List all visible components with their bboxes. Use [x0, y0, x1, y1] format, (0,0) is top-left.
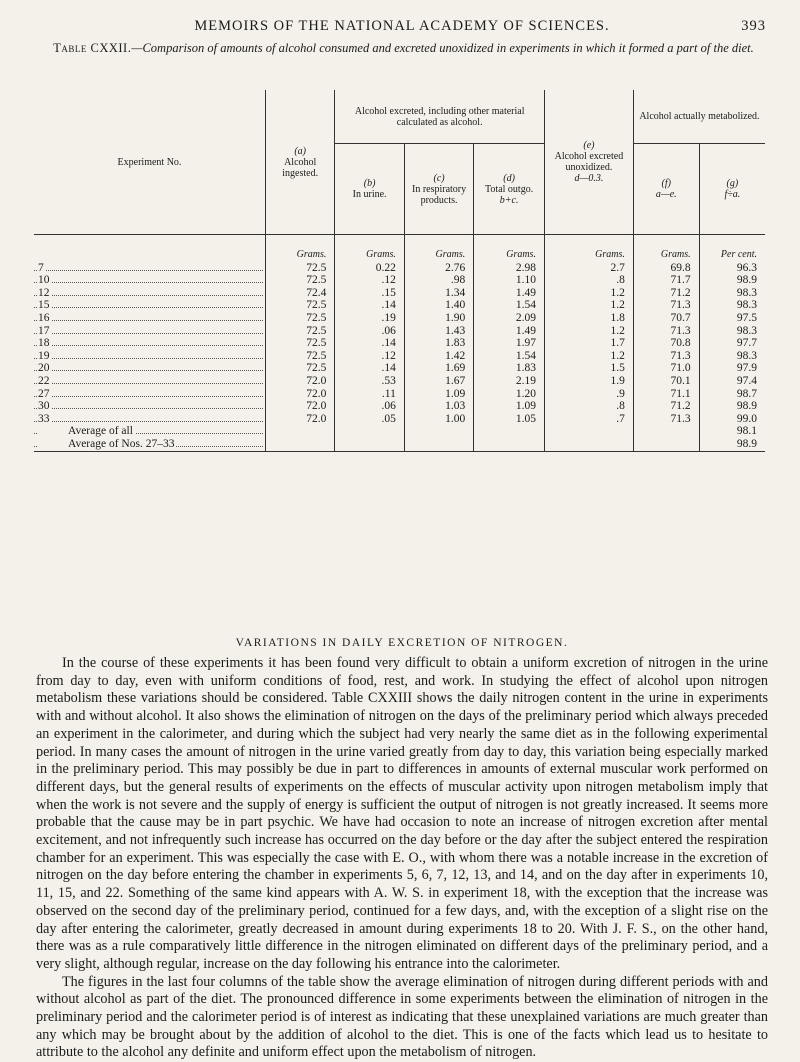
unit-a: Grams.	[265, 235, 334, 262]
experiment-number: 18	[38, 337, 50, 350]
unit-c: Grams.	[404, 235, 473, 262]
experiment-cell	[34, 388, 265, 401]
cell-e: 1.7	[544, 337, 633, 350]
header-metabolized-group: Alcohol actually metabolized.	[633, 90, 765, 144]
cell-f: 71.3	[633, 350, 699, 363]
header-f	[633, 144, 699, 235]
cell-g: 97.7	[699, 337, 765, 350]
cell-c: .98	[404, 274, 473, 287]
cell-f: 70.8	[633, 337, 699, 350]
table-row	[34, 325, 765, 338]
average-label: Average of all	[38, 425, 135, 437]
cell-d: 1.09	[474, 400, 545, 413]
cell-a: 72.5	[265, 274, 334, 287]
table-row	[34, 413, 765, 426]
cell-c: 1.42	[404, 350, 473, 363]
table-row	[34, 262, 765, 275]
empty-cell	[633, 425, 699, 438]
cell-d: 1.20	[474, 388, 545, 401]
experiment-number: 17	[38, 324, 50, 337]
cell-a: 72.5	[265, 299, 334, 312]
cell-b: .14	[335, 362, 404, 375]
cell-d: 1.10	[474, 274, 545, 287]
table-row	[34, 388, 765, 401]
cell-c: 2.76	[404, 262, 473, 275]
unit-d: Grams.	[474, 235, 545, 262]
cell-b: .15	[335, 287, 404, 300]
formula-f: a—e.	[655, 189, 677, 200]
cell-b: .11	[335, 388, 404, 401]
cell-g: 98.9	[699, 438, 765, 451]
cell-d: 1.49	[474, 287, 545, 300]
table-row	[34, 299, 765, 312]
cell-d: 1.49	[474, 325, 545, 338]
cell-c: 1.34	[404, 287, 473, 300]
experiment-cell	[34, 337, 265, 350]
header-respiratory	[404, 144, 473, 235]
experiment-cell	[34, 350, 265, 363]
cell-g: 97.9	[699, 362, 765, 375]
experiment-number: 10	[38, 274, 50, 287]
empty-cell	[335, 438, 404, 451]
cell-e: .8	[544, 400, 633, 413]
cell-c: 1.83	[404, 337, 473, 350]
cell-e: .8	[544, 274, 633, 287]
experiment-number: 7	[38, 261, 44, 274]
table-row	[34, 287, 765, 300]
header-total-outgo	[474, 144, 545, 235]
cell-f: 71.0	[633, 362, 699, 375]
unit-g: Per cent.	[699, 235, 765, 262]
header-alcohol-excreted-group: Alcohol excreted, including other material calculated as alcohol.	[335, 90, 545, 144]
letter-c: (c)	[433, 172, 445, 184]
empty-cell	[335, 425, 404, 438]
cell-f: 71.3	[633, 413, 699, 426]
label-d: Total outgo.	[485, 183, 534, 195]
cell-c: 1.09	[404, 388, 473, 401]
formula-g: f÷a.	[724, 189, 741, 200]
letter-g: (g)	[726, 178, 739, 189]
cell-b: .19	[335, 312, 404, 325]
formula-e: d—0.3.	[574, 173, 604, 184]
cell-c: 1.40	[404, 299, 473, 312]
table-row	[34, 274, 765, 287]
unit-e: Grams.	[544, 235, 633, 262]
label-e: Alcohol excreted unoxidized.	[554, 151, 624, 173]
letter-e: (e)	[583, 140, 595, 151]
experiment-cell	[34, 413, 265, 426]
cell-b: .05	[335, 413, 404, 426]
letter-b: (b)	[363, 178, 376, 189]
empty-cell	[265, 438, 334, 451]
cell-g: 98.3	[699, 287, 765, 300]
experiment-number: 20	[38, 362, 50, 375]
table-row	[34, 312, 765, 325]
cell-e: 1.9	[544, 375, 633, 388]
cell-b: .14	[335, 337, 404, 350]
header-excreted-unoxidized	[544, 90, 633, 235]
cell-b: 0.22	[335, 262, 404, 275]
experiment-number: 15	[38, 299, 50, 312]
cell-f: 71.3	[633, 299, 699, 312]
cell-e: 1.2	[544, 325, 633, 338]
cell-d: 1.54	[474, 299, 545, 312]
cell-a: 72.5	[265, 325, 334, 338]
experiment-number: 27	[38, 387, 50, 400]
average-row	[34, 425, 765, 438]
running-head: MEMOIRS OF THE NATIONAL ACADEMY OF SCIENCES.	[194, 18, 610, 34]
empty-cell	[474, 425, 545, 438]
experiment-cell	[34, 299, 265, 312]
experiment-cell	[34, 325, 265, 338]
body-text	[36, 655, 768, 1062]
cell-g: 98.1	[699, 425, 765, 438]
average-row	[34, 438, 765, 451]
header-in-urine	[335, 144, 404, 235]
table-label: Table CXXII.	[53, 41, 132, 55]
average-label-cell	[34, 438, 265, 451]
cell-f: 71.2	[633, 400, 699, 413]
formula-d: b+c.	[499, 194, 519, 206]
cell-f: 71.7	[633, 274, 699, 287]
header-experiment: Experiment No.	[34, 90, 265, 235]
cell-g: 98.9	[699, 400, 765, 413]
empty-cell	[404, 425, 473, 438]
cell-g: 99.0	[699, 413, 765, 426]
header-g	[699, 144, 765, 235]
experiment-number: 12	[38, 286, 50, 299]
cell-g: 98.3	[699, 325, 765, 338]
cell-g: 98.7	[699, 388, 765, 401]
letter-a: (a)	[294, 145, 307, 157]
cell-a: 72.5	[265, 337, 334, 350]
cell-c: 1.67	[404, 375, 473, 388]
paragraph: In the course of these experiments it has been found very difficult to obtain a uniform excretion of nitrogen in the urine from day to day, even with uniform conditions of food, rest, and work. In studying the effect of alcohol upon nitrogen metabolism these variations should be considered. Table CXXIII shows the daily nitrogen content in the urine in experiments with and without alcohol. It also shows the elimination of nitrogen on the days of the preliminary period which always preceded an experiment in the calorimeter, and during which the subject had very nearly the same diet as in the following experimental period. In many cases the amount of nitrogen in the urine varied greatly from day to day, this variation being especially marked in the preliminary period. This may possibly be due in part to differences in amounts of external muscular work performed on different days, but the general results of experiments on the effects of muscular activity upon nitrogen metabolism imply that when the work is not severe and the supply of energy is sufficient the output of nitrogen is not greatly increased. It seems more probable that the cause may be in part psychic. We have had occasion to note an increase of nitrogen excretion after mental excitement, and not infrequently such increase has occurred on the day before or the day after the subject entered the respiration chamber for an experiment. This was especially the case with E. O., with whom there was a notable increase in the excretion of nitrogen on the day before entering the chamber in experiments 5, 6, 7, 12, 13, and 14, and on the day after in experiments 10, 11, 15, and 22. Something of the same kind appears with A. W. S. in experiment 18, with the exception that the increase was observed on the second day of the preliminary period, continued for a few days, and, with the exception of a slight rise on the day after entering the calorimeter, greatly decreased in amount during experiments 18 to 20. With J. F. S., on the other hand, there was as a rule comparatively little difference in the nitrogen eliminated on different days of the preliminary period, and a very slight, although regular, increase on the day following his entrance into the calorimeter.	[36, 655, 768, 972]
experiment-cell	[34, 312, 265, 325]
experiment-cell	[34, 262, 265, 275]
experiment-number: 22	[38, 374, 50, 387]
average-label-cell	[34, 425, 265, 438]
cell-b: .06	[335, 400, 404, 413]
cell-b: .53	[335, 375, 404, 388]
cell-a: 72.0	[265, 400, 334, 413]
cell-e: 1.2	[544, 287, 633, 300]
cell-d: 2.19	[474, 375, 545, 388]
page-number: 393	[741, 18, 766, 34]
cell-g: 98.3	[699, 299, 765, 312]
cell-e: 1.5	[544, 362, 633, 375]
table-row	[34, 362, 765, 375]
experiment-number: 16	[38, 311, 50, 324]
cell-d: 2.98	[474, 262, 545, 275]
empty-cell	[404, 438, 473, 451]
table-row	[34, 350, 765, 363]
header-alcohol-ingested	[265, 90, 334, 235]
cell-g: 97.4	[699, 375, 765, 388]
cell-e: .9	[544, 388, 633, 401]
cell-a: 72.4	[265, 287, 334, 300]
table-caption	[36, 41, 771, 56]
cell-a: 72.5	[265, 362, 334, 375]
table-row	[34, 337, 765, 350]
cell-g: 98.3	[699, 350, 765, 363]
cell-a: 72.5	[265, 350, 334, 363]
average-label: Average of Nos. 27–33	[38, 438, 176, 450]
cell-e: .7	[544, 413, 633, 426]
cell-f: 70.7	[633, 312, 699, 325]
cell-g: 98.9	[699, 274, 765, 287]
cell-a: 72.0	[265, 388, 334, 401]
empty-cell	[265, 425, 334, 438]
cell-f: 69.8	[633, 262, 699, 275]
cell-c: 1.90	[404, 312, 473, 325]
cell-f: 71.3	[633, 325, 699, 338]
cell-c: 1.69	[404, 362, 473, 375]
table-caption-text: —Comparison of amounts of alcohol consumed and excreted unoxidized in experiments in which it formed a part of the diet.	[131, 41, 754, 55]
cell-b: .12	[335, 350, 404, 363]
experiment-cell	[34, 400, 265, 413]
empty-cell	[633, 438, 699, 451]
cell-e: 2.7	[544, 262, 633, 275]
cell-g: 97.5	[699, 312, 765, 325]
cell-e: 1.8	[544, 312, 633, 325]
cell-f: 70.1	[633, 375, 699, 388]
letter-f: (f)	[661, 178, 671, 189]
empty-cell	[474, 438, 545, 451]
unit-f: Grams.	[633, 235, 699, 262]
cell-a: 72.0	[265, 375, 334, 388]
unit-b: Grams.	[335, 235, 404, 262]
empty-cell	[544, 425, 633, 438]
label-b: In urine.	[352, 189, 387, 200]
alcohol-table	[34, 90, 765, 452]
cell-d: 1.05	[474, 413, 545, 426]
cell-b: .06	[335, 325, 404, 338]
experiment-number: 33	[38, 412, 50, 425]
table-row	[34, 375, 765, 388]
experiment-cell	[34, 287, 265, 300]
cell-a: 72.5	[265, 312, 334, 325]
cell-d: 2.09	[474, 312, 545, 325]
label-c: In respiratory products.	[411, 183, 467, 206]
cell-a: 72.5	[265, 262, 334, 275]
experiment-number: 19	[38, 349, 50, 362]
cell-g: 96.3	[699, 262, 765, 275]
experiment-cell	[34, 274, 265, 287]
cell-f: 71.2	[633, 287, 699, 300]
experiment-cell	[34, 375, 265, 388]
page-header	[38, 18, 766, 36]
cell-c: 1.03	[404, 400, 473, 413]
cell-e: 1.2	[544, 299, 633, 312]
cell-b: .12	[335, 274, 404, 287]
experiment-cell	[34, 362, 265, 375]
letter-d: (d)	[503, 172, 515, 184]
cell-d: 1.54	[474, 350, 545, 363]
units-row	[34, 235, 765, 262]
cell-c: 1.00	[404, 413, 473, 426]
table-row	[34, 400, 765, 413]
experiment-number: 30	[38, 400, 50, 413]
cell-e: 1.2	[544, 350, 633, 363]
cell-d: 1.97	[474, 337, 545, 350]
cell-a: 72.0	[265, 413, 334, 426]
label-a: Alcohol ingested.	[282, 156, 319, 179]
cell-b: .14	[335, 299, 404, 312]
empty-cell	[544, 438, 633, 451]
units-blank	[34, 235, 265, 262]
cell-d: 1.83	[474, 362, 545, 375]
cell-f: 71.1	[633, 388, 699, 401]
paragraph: The figures in the last four columns of the table show the average elimination of nitrogen during different periods with and without alcohol as part of the diet. The pronounced difference in some experiments between the elimination of nitrogen in the preliminary period and the calorimeter period is of interest as indicating that these unexplained variations are much greater than any which may be brought about by the addition of alcohol to the diet. This is one of the facts which lead us to hesitate to attribute to the alcohol any definite and uniform effect upon the metabolism of nitrogen.	[36, 973, 768, 1061]
section-title: VARIATIONS IN DAILY EXCRETION OF NITROGEN.	[235, 637, 569, 649]
cell-c: 1.43	[404, 325, 473, 338]
